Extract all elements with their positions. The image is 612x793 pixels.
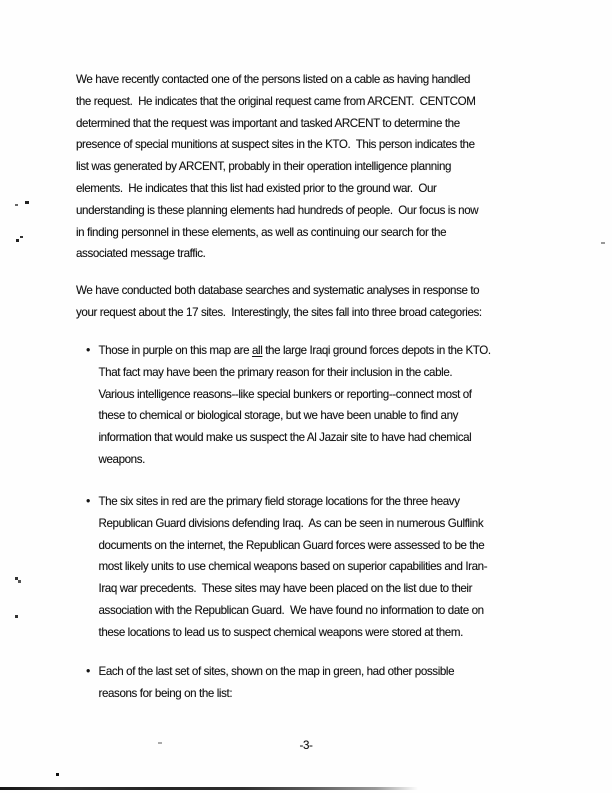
paragraph-2 (76, 280, 482, 324)
underlined-word: all (251, 344, 263, 357)
text-line: information that would make us suspect the Al Jazair site to have had chemical (98, 431, 472, 445)
text-line: determined that the request was important and tasked ARCENT to determine the (76, 116, 460, 130)
text-line: We have conducted both database searches and systematic analyses in response to (76, 284, 480, 297)
scan-speckle (18, 580, 21, 583)
text-line: The six sites in red are the primary field storage locations for the three heavy (98, 495, 460, 508)
text-line: these to chemical or biological storage, but we have been unable to find any (98, 409, 459, 423)
text-line: Republican Guard divisions defending Iraq. As can be seen in numerous Gulflink (98, 516, 484, 530)
text-line: your request about the 17 sites. Interestingly, the sites fall into three broad categories: (76, 305, 482, 319)
text-line: list was generated by ARCENT, probably in their operation intelligence planning (76, 160, 452, 174)
text-line: association with the Republican Guard. We have found no information to date on (98, 603, 484, 617)
bullet-text (99, 491, 488, 644)
scan-speckle (20, 236, 23, 238)
text-line: reasons for being on the list: (98, 686, 233, 700)
text-line: presence of special munitions at suspect sites in the KTO. This person indicates the (76, 138, 475, 152)
scan-speckle (56, 773, 59, 776)
text-line: weapons. (98, 452, 145, 466)
bullet-text (99, 661, 455, 705)
text-line: most likely units to use chemical weapons based on superior capabilities and Iran- (98, 560, 488, 574)
text-line: in finding personnel in these elements, as well as continuing our search for the (76, 225, 447, 239)
text-segment: the large Iraqi ground forces depots in the KTO. (262, 344, 491, 357)
text-line: understanding is these planning elements had hundreds of people. Our focus is now (76, 203, 479, 217)
paragraph-1 (76, 69, 478, 265)
text-line: the request. He indicates that the original request came from ARCENT. CENTCOM (76, 94, 476, 108)
text-line: documents on the internet, the Republican Guard forces were assessed to be the (98, 538, 485, 552)
scan-speckle (16, 239, 19, 242)
text-line: associated message traffic. (76, 247, 206, 261)
text-line: these locations to lead us to suspect chemical weapons were stored at them. (98, 625, 463, 639)
bullet-item-purple-sites (86, 340, 491, 471)
text-line: Each of the last set of sites, shown on the map in green, had other possible (98, 665, 455, 678)
scan-speckle (25, 201, 29, 204)
text-line: Iraq war precedents. These sites may have been placed on the list due to their (98, 582, 473, 596)
scan-speckle (158, 742, 162, 744)
scan-speckle (601, 242, 605, 244)
page-number: -3- (299, 739, 313, 752)
bullet-item-green-sites (86, 661, 454, 705)
bullet-text (99, 340, 491, 471)
text-line: Various intelligence reasons--like special bunkers or reporting--connect most of (98, 387, 472, 401)
bullet-marker: • (86, 494, 91, 508)
bullet-item-red-sites (86, 491, 487, 644)
bullet-marker: • (86, 664, 91, 678)
bullet-marker: • (86, 343, 91, 357)
text-segment: Those in purple on this map are (98, 344, 252, 357)
scan-speckle (15, 204, 18, 206)
text-line: elements. He indicates that this list had existed prior to the ground war. Our (76, 181, 437, 195)
text-line: We have recently contacted one of the persons listed on a cable as having handled (76, 73, 471, 86)
text-line: That fact may have been the primary reason for their inclusion in the cable. (98, 365, 453, 379)
scan-edge-line (0, 787, 418, 790)
scan-speckle (15, 615, 18, 618)
text-line (99, 340, 491, 362)
